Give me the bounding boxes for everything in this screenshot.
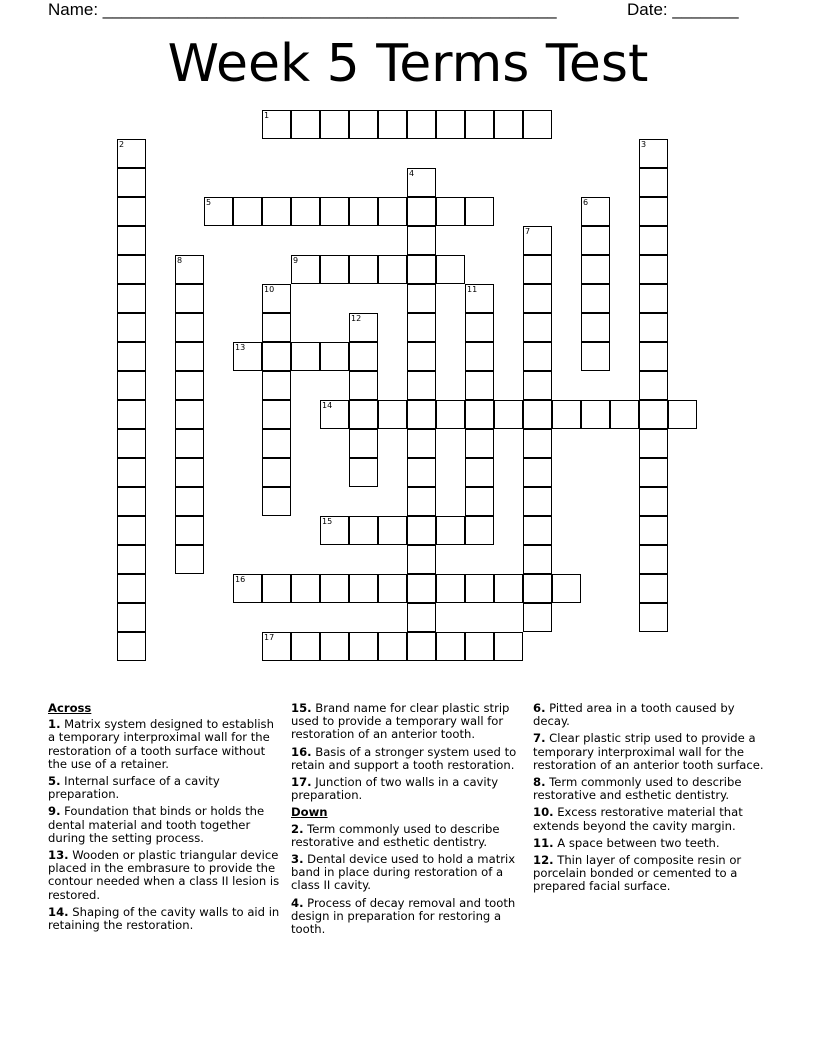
crossword-cell[interactable]	[436, 632, 465, 661]
clue-down-3	[291, 853, 523, 893]
cell-number: 12	[351, 314, 362, 323]
crossword-cell[interactable]	[465, 110, 494, 139]
clue-text: Dental device used to hold a matrix band in place during restoration of a class II cavity.	[291, 852, 516, 893]
crossword-cell[interactable]	[262, 110, 291, 139]
clues-column-3	[533, 702, 765, 898]
crossword-cell[interactable]	[639, 400, 668, 429]
crossword-cell[interactable]	[639, 487, 668, 516]
crossword-cell[interactable]	[291, 255, 320, 284]
crossword-cell[interactable]	[639, 139, 668, 168]
clue-number: 5.	[48, 774, 61, 789]
clue-number: 3.	[291, 852, 304, 867]
cell-number: 14	[322, 401, 333, 410]
clue-across-15	[291, 702, 523, 742]
crossword-cell[interactable]	[523, 516, 552, 545]
crossword-cell[interactable]	[349, 429, 378, 458]
crossword-cell[interactable]	[349, 342, 378, 371]
crossword-cell[interactable]	[233, 342, 262, 371]
clue-number: 12.	[533, 853, 554, 868]
down-heading: Down	[291, 805, 328, 820]
clue-text: Shaping of the cavity walls to aid in retaining the restoration.	[48, 904, 280, 933]
crossword-cell[interactable]	[407, 110, 436, 139]
crossword-cell[interactable]	[610, 400, 639, 429]
crossword-cell[interactable]	[494, 110, 523, 139]
crossword-cell[interactable]	[639, 284, 668, 313]
crossword-cell[interactable]	[175, 516, 204, 545]
crossword-cell[interactable]	[523, 255, 552, 284]
crossword-cell[interactable]	[494, 574, 523, 603]
crossword-cell[interactable]	[117, 458, 146, 487]
crossword-cell[interactable]	[523, 458, 552, 487]
crossword-cell[interactable]	[117, 139, 146, 168]
crossword-cell[interactable]	[320, 255, 349, 284]
crossword-cell[interactable]	[639, 255, 668, 284]
crossword-cell[interactable]	[465, 313, 494, 342]
clue-across-1	[48, 718, 280, 771]
crossword-cell[interactable]	[117, 574, 146, 603]
clue-text: Internal surface of a cavity preparation.	[48, 774, 220, 802]
crossword-cell[interactable]	[117, 342, 146, 371]
crossword-cell[interactable]	[523, 429, 552, 458]
crossword-cell[interactable]	[378, 574, 407, 603]
crossword-cell[interactable]	[349, 632, 378, 661]
crossword-cell[interactable]	[117, 371, 146, 400]
crossword-cell[interactable]	[581, 313, 610, 342]
crossword-cell[interactable]	[436, 110, 465, 139]
crossword-cell[interactable]	[378, 516, 407, 545]
clue-number: 17.	[291, 775, 312, 790]
crossword-cell[interactable]	[407, 197, 436, 226]
date-field-label: Date: _______	[627, 0, 739, 19]
crossword-cell[interactable]	[581, 342, 610, 371]
crossword-cell[interactable]	[407, 255, 436, 284]
crossword-cell[interactable]	[639, 516, 668, 545]
across-heading: Across	[48, 701, 92, 715]
clue-number: 1.	[48, 717, 61, 732]
crossword-cell[interactable]	[436, 400, 465, 429]
crossword-cell[interactable]	[349, 371, 378, 400]
crossword-cell[interactable]	[581, 197, 610, 226]
crossword-cell[interactable]	[639, 197, 668, 226]
crossword-cell[interactable]	[523, 487, 552, 516]
clue-text: Thin layer of composite resin or porcelain bonded or cemented to a prepared facial surface.	[533, 853, 742, 894]
crossword-cell[interactable]	[117, 487, 146, 516]
crossword-cell[interactable]	[436, 574, 465, 603]
crossword-cell[interactable]	[320, 632, 349, 661]
cell-number: 15	[322, 517, 333, 526]
crossword-cell[interactable]	[407, 371, 436, 400]
crossword-cell[interactable]	[523, 371, 552, 400]
crossword-cell[interactable]	[349, 400, 378, 429]
crossword-cell[interactable]	[262, 197, 291, 226]
crossword-cell[interactable]	[262, 574, 291, 603]
clue-text: Process of decay removal and tooth design in preparation for restoring a tooth.	[291, 895, 516, 937]
clue-text: Term commonly used to describe restorative and esthetic dentistry.	[533, 775, 742, 803]
clue-text: Brand name for clear plastic strip used to provide a temporary wall for restoration of an anterior tooth.	[291, 701, 510, 742]
cell-number: 10	[264, 285, 275, 294]
crossword-cell[interactable]	[465, 197, 494, 226]
crossword-cell[interactable]	[117, 400, 146, 429]
crossword-cell[interactable]	[291, 574, 320, 603]
crossword-cell[interactable]	[523, 284, 552, 313]
crossword-cell[interactable]	[175, 342, 204, 371]
crossword-cell[interactable]	[407, 226, 436, 255]
crossword-cell[interactable]	[552, 574, 581, 603]
crossword-cell[interactable]	[523, 110, 552, 139]
crossword-cell[interactable]	[407, 632, 436, 661]
clue-number: 9.	[48, 804, 61, 819]
clues-column-1	[48, 702, 280, 936]
crossword-cell[interactable]	[320, 342, 349, 371]
clue-number: 4.	[291, 895, 304, 910]
crossword-cell[interactable]	[262, 342, 291, 371]
crossword-cell[interactable]	[581, 255, 610, 284]
crossword-cell[interactable]	[465, 284, 494, 313]
crossword-cell[interactable]	[262, 487, 291, 516]
name-field-label: Name: ________________________________________________	[48, 0, 557, 19]
crossword-cell[interactable]	[407, 168, 436, 197]
crossword-cell[interactable]	[291, 110, 320, 139]
crossword-cell[interactable]	[291, 342, 320, 371]
crossword-cell[interactable]	[349, 197, 378, 226]
crossword-cell[interactable]	[407, 400, 436, 429]
clue-number: 7.	[533, 731, 546, 746]
clue-number: 2.	[291, 821, 304, 836]
crossword-cell[interactable]	[465, 574, 494, 603]
crossword-cell[interactable]	[552, 400, 581, 429]
crossword-cell[interactable]	[262, 313, 291, 342]
crossword-cell[interactable]	[349, 516, 378, 545]
clue-down-11	[533, 837, 765, 850]
cell-number: 4	[409, 169, 415, 178]
clue-text: Excess restorative material that extends beyond the cavity margin.	[533, 805, 743, 833]
clue-down-7	[533, 732, 765, 772]
clue-text: Basis of a stronger system used to retain and support a tooth restoration.	[291, 744, 517, 772]
crossword-cell[interactable]	[262, 371, 291, 400]
clue-text: Foundation that binds or holds the dental material and tooth together during the setting process.	[48, 804, 265, 845]
crossword-cell[interactable]	[523, 342, 552, 371]
crossword-cell[interactable]	[175, 313, 204, 342]
crossword-cell[interactable]	[523, 400, 552, 429]
crossword-cell[interactable]	[320, 516, 349, 545]
clue-across-9	[48, 805, 280, 845]
crossword-cell[interactable]	[349, 110, 378, 139]
crossword-cell[interactable]	[639, 168, 668, 197]
clue-text: A space between two teeth.	[557, 835, 720, 850]
crossword-cell[interactable]	[639, 342, 668, 371]
crossword-cell[interactable]	[291, 632, 320, 661]
crossword-cell[interactable]	[436, 516, 465, 545]
crossword-cell[interactable]	[320, 197, 349, 226]
crossword-cell[interactable]	[639, 313, 668, 342]
crossword-cell[interactable]	[436, 197, 465, 226]
crossword-cell[interactable]	[262, 632, 291, 661]
crossword-cell[interactable]	[523, 313, 552, 342]
crossword-cell[interactable]	[639, 371, 668, 400]
crossword-cell[interactable]	[581, 284, 610, 313]
clue-text: Junction of two walls in a cavity preparation.	[291, 775, 499, 803]
crossword-cell[interactable]	[117, 284, 146, 313]
crossword-cell[interactable]	[320, 574, 349, 603]
crossword-cell[interactable]	[639, 458, 668, 487]
crossword-cell[interactable]	[117, 255, 146, 284]
cell-number: 8	[177, 256, 183, 265]
crossword-cell[interactable]	[494, 632, 523, 661]
crossword-cell[interactable]	[320, 110, 349, 139]
crossword-cell[interactable]	[523, 226, 552, 255]
clue-down-6	[533, 702, 765, 728]
crossword-cell[interactable]	[639, 226, 668, 255]
crossword-cell[interactable]	[465, 400, 494, 429]
crossword-cell[interactable]	[407, 429, 436, 458]
cell-number: 9	[293, 256, 299, 265]
cell-number: 6	[583, 198, 589, 207]
clue-down-12	[533, 854, 765, 894]
crossword-cell[interactable]	[349, 574, 378, 603]
cell-number: 5	[206, 198, 212, 207]
clue-number: 8.	[533, 775, 546, 790]
clue-down-8	[533, 776, 765, 802]
clue-down-4	[291, 897, 523, 937]
crossword-cell[interactable]	[465, 429, 494, 458]
crossword-cell[interactable]	[639, 603, 668, 632]
crossword-cell[interactable]	[523, 574, 552, 603]
crossword-cell[interactable]	[175, 400, 204, 429]
crossword-cell[interactable]	[378, 110, 407, 139]
cell-number: 7	[525, 227, 531, 236]
clue-number: 16.	[291, 744, 312, 759]
crossword-cell[interactable]	[117, 313, 146, 342]
clue-across-5	[48, 775, 280, 801]
crossword-cell[interactable]	[465, 516, 494, 545]
crossword-cell[interactable]	[465, 632, 494, 661]
crossword-cell[interactable]	[204, 197, 233, 226]
crossword-cell[interactable]	[175, 487, 204, 516]
crossword-cell[interactable]	[175, 255, 204, 284]
crossword-cell[interactable]	[262, 429, 291, 458]
clue-number: 11.	[533, 835, 554, 850]
crossword-cell[interactable]	[378, 197, 407, 226]
crossword-cell[interactable]	[407, 516, 436, 545]
clue-number: 15.	[291, 701, 312, 715]
crossword-cell[interactable]	[407, 487, 436, 516]
clue-number: 10.	[533, 805, 554, 820]
crossword-cell[interactable]	[262, 400, 291, 429]
crossword-cell[interactable]	[581, 400, 610, 429]
clue-down-10	[533, 806, 765, 832]
crossword-cell[interactable]	[494, 400, 523, 429]
crossword-cell[interactable]	[668, 400, 697, 429]
page-title: Week 5 Terms Test	[167, 34, 649, 94]
crossword-cell[interactable]	[117, 429, 146, 458]
crossword-cell[interactable]	[581, 226, 610, 255]
clue-across-13	[48, 849, 280, 902]
crossword-cell[interactable]	[407, 458, 436, 487]
crossword-cell[interactable]	[117, 226, 146, 255]
cell-number: 2	[119, 140, 125, 149]
crossword-cell[interactable]	[117, 632, 146, 661]
crossword-cell[interactable]	[465, 342, 494, 371]
crossword-cell[interactable]	[117, 197, 146, 226]
clue-text: Term commonly used to describe restorative and esthetic dentistry.	[291, 821, 500, 849]
crossword-cell[interactable]	[233, 197, 262, 226]
crossword-cell[interactable]	[639, 429, 668, 458]
crossword-cell[interactable]	[175, 371, 204, 400]
crossword-cell[interactable]	[407, 574, 436, 603]
clue-number: 14.	[48, 904, 69, 919]
crossword-cell[interactable]	[291, 197, 320, 226]
clue-number: 13.	[48, 848, 69, 863]
crossword-cell[interactable]	[349, 458, 378, 487]
crossword-cell[interactable]	[378, 632, 407, 661]
crossword-cell[interactable]	[175, 458, 204, 487]
clue-across-14	[48, 906, 280, 932]
clue-across-17	[291, 776, 523, 802]
cell-number: 3	[641, 140, 647, 149]
clue-text: Pitted area in a tooth caused by decay.	[533, 701, 735, 729]
clue-number: 6.	[533, 701, 546, 715]
clue-text: Wooden or plastic triangular device placed in the embrasure to provide the contour needed when a class II lesion is restored.	[48, 848, 280, 902]
crossword-cell[interactable]	[233, 574, 262, 603]
cell-number: 11	[467, 285, 478, 294]
crossword-cell[interactable]	[639, 545, 668, 574]
cell-number: 17	[264, 633, 275, 642]
crossword-cell[interactable]	[407, 603, 436, 632]
crossword-cell[interactable]	[175, 284, 204, 313]
crossword-cell[interactable]	[262, 284, 291, 313]
crossword-cell[interactable]	[175, 545, 204, 574]
crossword-cell[interactable]	[175, 429, 204, 458]
crossword-cell[interactable]	[407, 342, 436, 371]
cell-number: 13	[235, 343, 246, 352]
crossword-cell[interactable]	[349, 313, 378, 342]
crossword-cell[interactable]	[117, 516, 146, 545]
crossword-cell[interactable]	[378, 255, 407, 284]
crossword-cell[interactable]	[378, 400, 407, 429]
crossword-cell[interactable]	[117, 545, 146, 574]
crossword-cell[interactable]	[262, 458, 291, 487]
cell-number: 16	[235, 575, 246, 584]
clues-column-2	[291, 702, 523, 940]
crossword-cell[interactable]	[320, 400, 349, 429]
crossword-cell[interactable]	[117, 603, 146, 632]
crossword-cell[interactable]	[523, 545, 552, 574]
crossword-cell[interactable]	[465, 371, 494, 400]
crossword-cell[interactable]	[117, 168, 146, 197]
clue-across-16	[291, 746, 523, 772]
crossword-cell[interactable]	[407, 545, 436, 574]
crossword-cell[interactable]	[407, 313, 436, 342]
crossword-cell[interactable]	[639, 574, 668, 603]
crossword-cell[interactable]	[465, 458, 494, 487]
clue-down-2	[291, 823, 523, 849]
crossword-cell[interactable]	[523, 603, 552, 632]
crossword-cell[interactable]	[407, 284, 436, 313]
crossword-cell[interactable]	[465, 487, 494, 516]
clue-text: Matrix system designed to establish a temporary interproximal wall for the restoration of a tooth surface without the use of a retainer.	[48, 717, 274, 771]
crossword-cell[interactable]	[349, 255, 378, 284]
clue-text: Clear plastic strip used to provide a temporary interproximal wall for the restoration of an anterior tooth surface.	[533, 731, 764, 772]
cell-number: 1	[264, 111, 270, 120]
crossword-cell[interactable]	[436, 255, 465, 284]
